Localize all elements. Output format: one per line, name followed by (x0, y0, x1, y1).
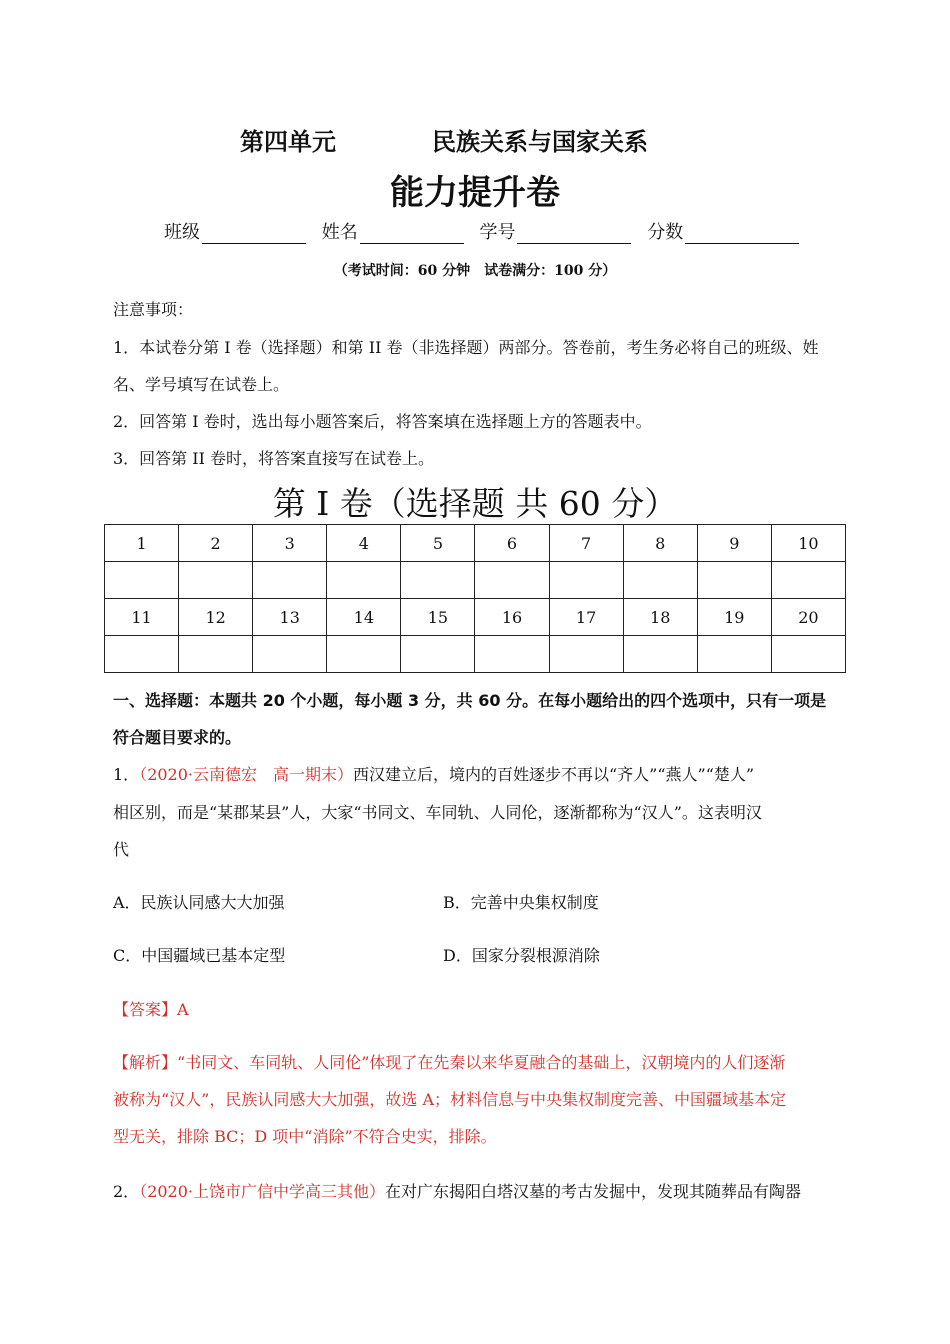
question-number-cell: 4 (327, 525, 401, 562)
question-number-cell: 3 (253, 525, 327, 562)
answer-input-row (105, 636, 846, 673)
unit-label: 第四单元 (240, 128, 336, 156)
answer-cell[interactable] (623, 636, 697, 673)
answer-table-header-row (105, 599, 846, 636)
question-number-cell: 10 (771, 525, 845, 562)
answer-cell[interactable] (697, 636, 771, 673)
answer-cell[interactable] (179, 562, 253, 599)
answer-cell[interactable] (771, 562, 845, 599)
question-number-cell: 1 (105, 525, 179, 562)
answer-cell[interactable] (623, 562, 697, 599)
answer-cell[interactable] (253, 562, 327, 599)
section-heading: 第 I 卷（选择题 共 60 分） (272, 484, 678, 523)
option-d[interactable]: D．国家分裂根源消除 (443, 946, 600, 965)
answer-cell[interactable] (697, 562, 771, 599)
answer-cell[interactable] (401, 562, 475, 599)
question-number-cell: 6 (475, 525, 549, 562)
analysis-line (113, 1050, 785, 1073)
student-info-row (164, 218, 809, 244)
question-1-line (113, 762, 754, 785)
question-source: （2020·上饶市广信中学高三其他） (139, 1182, 385, 1201)
analysis-text: “书同文、车同轨、人同伦”体现了在先秦以来华夏融合的基础上，汉朝境内的人们逐渐 (177, 1053, 786, 1072)
question-number-cell: 14 (327, 599, 401, 636)
question-number-cell: 17 (549, 599, 623, 636)
note-line: 3．回答第 II 卷时，将答案直接写在试卷上。 (113, 449, 434, 468)
score-field[interactable] (647, 218, 799, 244)
option-b[interactable]: B．完善中央集权制度 (443, 893, 599, 912)
question-2-line (113, 1179, 801, 1202)
note-line: 名、学号填写在试卷上。 (113, 375, 290, 394)
answer-cell[interactable] (401, 636, 475, 673)
answer-cell[interactable] (475, 636, 549, 673)
question-number: 1． (113, 765, 140, 784)
question-stem: 在对广东揭阳白塔汉墓的考古发掘中，发现其随葬品有陶器 (385, 1182, 802, 1201)
answer-input-row (105, 562, 846, 599)
answer-table-header-row (105, 525, 846, 562)
exam-time-note: （考试时间：60 分钟 试卷满分：100 分） (333, 263, 617, 279)
question-number-cell: 2 (179, 525, 253, 562)
answer-cell[interactable] (327, 636, 401, 673)
question-number-cell: 18 (623, 599, 697, 636)
analysis-text: 被称为“汉人”，民族认同感大大加强，故选 A；材料信息与中央集权制度完善、中国疆域基本定 (113, 1090, 787, 1109)
class-field[interactable] (164, 218, 306, 244)
question-number-cell: 19 (697, 599, 771, 636)
answer-cell[interactable] (105, 562, 179, 599)
answer-label: 【答案】 (113, 1000, 178, 1019)
question-number: 2． (113, 1182, 140, 1201)
answer-table (104, 524, 846, 673)
student-id-field[interactable] (479, 218, 631, 244)
question-source: （2020·云南德宏 高一期末） (139, 765, 353, 784)
question-stem: 相区别，而是“某郡某县”人，大家“书同文、车同轨、人同伦，逐渐都称为“汉人”。这表明汉 (113, 803, 762, 822)
name-label: 姓名 (321, 222, 358, 243)
question-number-cell: 16 (475, 599, 549, 636)
question-number-cell: 8 (623, 525, 697, 562)
option-a[interactable]: A．民族认同感大大加强 (113, 893, 285, 912)
section-instruction: 一、选择题：本题共 20 个小题，每小题 3 分，共 60 分。在每小题给出的四个选项中，只有一项是 (113, 691, 827, 710)
question-number-cell: 12 (179, 599, 253, 636)
question-number-cell: 7 (549, 525, 623, 562)
question-number-cell: 5 (401, 525, 475, 562)
answer-line (113, 997, 189, 1020)
answer-cell[interactable] (179, 636, 253, 673)
analysis-text: 型无关，排除 BC；D 项中“消除”不符合史实，排除。 (113, 1127, 497, 1146)
notes-heading: 注意事项： (113, 300, 194, 319)
question-number-cell: 9 (697, 525, 771, 562)
student-id-label: 学号 (479, 222, 516, 243)
answer-value: A (177, 1000, 189, 1019)
question-number-cell: 15 (401, 599, 475, 636)
answer-cell[interactable] (475, 562, 549, 599)
name-field[interactable] (322, 218, 464, 244)
answer-cell[interactable] (105, 636, 179, 673)
question-stem: 代 (113, 840, 130, 859)
paper-title: 能力提升卷 (390, 173, 560, 213)
analysis-label: 【解析】 (113, 1053, 178, 1072)
question-number-cell: 11 (105, 599, 179, 636)
class-label: 班级 (164, 222, 200, 243)
answer-cell[interactable] (253, 636, 327, 673)
option-c[interactable]: C．中国疆域已基本定型 (113, 946, 286, 965)
answer-cell[interactable] (327, 562, 401, 599)
score-label: 分数 (647, 222, 684, 243)
answer-cell[interactable] (771, 636, 845, 673)
note-line: 2．回答第 I 卷时，选出每小题答案后，将答案填在选择题上方的答题表中。 (113, 412, 652, 431)
question-number-cell: 13 (253, 599, 327, 636)
answer-cell[interactable] (549, 636, 623, 673)
unit-title: 民族关系与国家关系 (432, 128, 648, 156)
note-line: 1．本试卷分第 I 卷（选择题）和第 II 卷（非选择题）两部分。答卷前，考生务必将自己的班级、姓 (113, 338, 819, 357)
answer-cell[interactable] (549, 562, 623, 599)
question-number-cell: 20 (771, 599, 845, 636)
question-stem: 西汉建立后，境内的百姓逐步不再以“齐人”“燕人”“楚人” (353, 765, 755, 784)
section-instruction: 符合题目要求的。 (113, 728, 242, 747)
